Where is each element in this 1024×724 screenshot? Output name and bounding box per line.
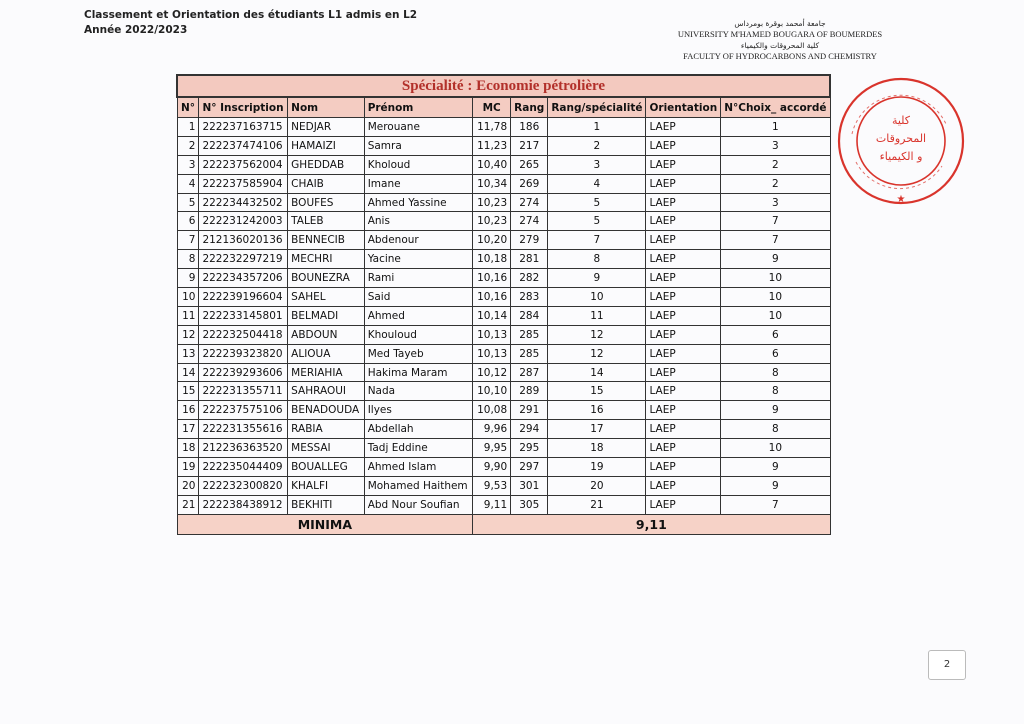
table-cell: BOUALLEG xyxy=(288,458,365,477)
table-cell: 305 xyxy=(511,495,548,514)
table-cell: 269 xyxy=(511,174,548,193)
table-cell: LAEP xyxy=(646,193,721,212)
table-cell: 3 xyxy=(548,155,646,174)
table-cell: 9,90 xyxy=(473,458,511,477)
table-row xyxy=(177,155,830,174)
table-header xyxy=(177,97,830,118)
table-cell: Abdenour xyxy=(364,231,473,250)
table-cell: Rami xyxy=(364,269,473,288)
table-cell: 10,16 xyxy=(473,288,511,307)
table-cell: 4 xyxy=(548,174,646,193)
table-cell: 20 xyxy=(177,476,199,495)
table-cell: 9,96 xyxy=(473,420,511,439)
table-row xyxy=(177,212,830,231)
table-cell: 18 xyxy=(177,439,199,458)
table-cell: 222237163715 xyxy=(199,118,288,137)
table-cell: 6 xyxy=(177,212,199,231)
table-cell: 8 xyxy=(177,250,199,269)
table-cell: 3 xyxy=(721,136,830,155)
table-cell: 10,23 xyxy=(473,193,511,212)
table-row xyxy=(177,363,830,382)
table-cell: Ahmed xyxy=(364,306,473,325)
table-cell: 274 xyxy=(511,193,548,212)
table-cell: LAEP xyxy=(646,401,721,420)
table-cell: Yacine xyxy=(364,250,473,269)
table-cell: 9,53 xyxy=(473,476,511,495)
table-cell: 10,16 xyxy=(473,269,511,288)
table-cell: MESSAI xyxy=(288,439,365,458)
table-cell: MECHRI xyxy=(288,250,365,269)
table-cell: Merouane xyxy=(364,118,473,137)
table-cell: 222233145801 xyxy=(199,306,288,325)
column-header: Prénom xyxy=(364,97,473,118)
table-cell: 16 xyxy=(177,401,199,420)
table-row xyxy=(177,344,830,363)
table-cell: 10 xyxy=(721,306,830,325)
table-cell: 265 xyxy=(511,155,548,174)
table-row xyxy=(177,136,830,155)
table-cell: 222234432502 xyxy=(199,193,288,212)
table-cell: 10,12 xyxy=(473,363,511,382)
table-cell: 10 xyxy=(177,288,199,307)
table-cell: KHALFI xyxy=(288,476,365,495)
table-cell: Mohamed Haithem xyxy=(364,476,473,495)
table-cell: LAEP xyxy=(646,439,721,458)
table-cell: Abd Nour Soufian xyxy=(364,495,473,514)
table-cell: 2 xyxy=(548,136,646,155)
table-cell: 9 xyxy=(721,476,830,495)
table-cell: LAEP xyxy=(646,420,721,439)
table-cell: 5 xyxy=(177,193,199,212)
faculty-name: FACULTY OF HYDROCARBONS AND CHEMISTRY xyxy=(683,51,877,61)
table-cell: 2 xyxy=(721,155,830,174)
table-cell: LAEP xyxy=(646,288,721,307)
table-cell: 285 xyxy=(511,325,548,344)
table-cell: Ahmed Yassine xyxy=(364,193,473,212)
table-cell: LAEP xyxy=(646,325,721,344)
table-cell: BOUNEZRA xyxy=(288,269,365,288)
table-cell: 222237575106 xyxy=(199,401,288,420)
column-header: MC xyxy=(473,97,511,118)
table-cell: LAEP xyxy=(646,306,721,325)
table-cell: Abdellah xyxy=(364,420,473,439)
table-row xyxy=(177,458,830,477)
column-header: Nom xyxy=(288,97,365,118)
faculty-stamp-icon xyxy=(834,74,968,208)
table-cell: 222232300820 xyxy=(199,476,288,495)
table-row xyxy=(177,439,830,458)
table-row xyxy=(177,118,830,137)
table-cell: 222237585904 xyxy=(199,174,288,193)
table-cell: CHAIB xyxy=(288,174,365,193)
university-name: UNIVERSITY M'HAMED BOUGARA OF BOUMERDES xyxy=(677,29,883,39)
column-header: N° Inscription xyxy=(199,97,288,118)
table-cell: 10,13 xyxy=(473,325,511,344)
table-cell: 9 xyxy=(721,401,830,420)
table-cell: 287 xyxy=(511,363,548,382)
table-cell: 285 xyxy=(511,344,548,363)
table-cell: 1 xyxy=(548,118,646,137)
table-cell: TALEB xyxy=(288,212,365,231)
table-cell: 12 xyxy=(548,325,646,344)
minima-label: MINIMA xyxy=(177,514,473,534)
table-cell: 222231355616 xyxy=(199,420,288,439)
table-cell: 12 xyxy=(548,344,646,363)
table-cell: BOUFES xyxy=(288,193,365,212)
table-cell: 222234357206 xyxy=(199,269,288,288)
table-cell: 8 xyxy=(548,250,646,269)
table-cell: GHEDDAB xyxy=(288,155,365,174)
institution-header xyxy=(660,18,900,62)
table-cell: 16 xyxy=(548,401,646,420)
table-cell: 289 xyxy=(511,382,548,401)
table-cell: 222235044409 xyxy=(199,458,288,477)
table-cell: 222232504418 xyxy=(199,325,288,344)
table-cell: LAEP xyxy=(646,458,721,477)
table-cell: 10,14 xyxy=(473,306,511,325)
table-cell: LAEP xyxy=(646,118,721,137)
table-cell: 10,40 xyxy=(473,155,511,174)
table-cell: 9 xyxy=(177,269,199,288)
table-cell: 6 xyxy=(721,325,830,344)
table-cell: Said xyxy=(364,288,473,307)
table-cell: 222231242003 xyxy=(199,212,288,231)
arabic-faculty-name: كلية المحروقات والكيمياء xyxy=(740,41,820,50)
table-row xyxy=(177,231,830,250)
ranking-table xyxy=(176,74,831,535)
stamp-line-1: كلية xyxy=(891,114,911,127)
table-cell: LAEP xyxy=(646,476,721,495)
table-cell: 282 xyxy=(511,269,548,288)
table-cell: 15 xyxy=(548,382,646,401)
table-cell: ALIOUA xyxy=(288,344,365,363)
table-cell: BENNECIB xyxy=(288,231,365,250)
specialty-title: Spécialité : Economie pétrolière xyxy=(177,75,830,97)
table-cell: 9,11 xyxy=(473,495,511,514)
table-cell: 11 xyxy=(548,306,646,325)
table-cell: LAEP xyxy=(646,363,721,382)
minima-value: 9,11 xyxy=(473,514,830,534)
table-cell: 7 xyxy=(721,212,830,231)
table-cell: Anis xyxy=(364,212,473,231)
table-cell: 8 xyxy=(721,420,830,439)
table-cell: 7 xyxy=(177,231,199,250)
column-header: N° xyxy=(177,97,199,118)
table-cell: LAEP xyxy=(646,344,721,363)
table-cell: LAEP xyxy=(646,136,721,155)
table-cell: 295 xyxy=(511,439,548,458)
academic-year: Année 2022/2023 xyxy=(84,24,188,36)
table-cell: 6 xyxy=(721,344,830,363)
document-title: Classement et Orientation des étudiants L1 admis en L2 xyxy=(84,9,418,21)
table-cell: 294 xyxy=(511,420,548,439)
table-cell: 13 xyxy=(177,344,199,363)
table-row xyxy=(177,193,830,212)
table-cell: 20 xyxy=(548,476,646,495)
table-cell: 8 xyxy=(721,363,830,382)
table-cell: 2 xyxy=(177,136,199,155)
stamp-line-3: و الكيمياء xyxy=(879,150,923,163)
table-cell: 5 xyxy=(548,212,646,231)
table-cell: 9 xyxy=(721,458,830,477)
table-cell: LAEP xyxy=(646,495,721,514)
table-cell: 7 xyxy=(721,231,830,250)
table-cell: Tadj Eddine xyxy=(364,439,473,458)
table-cell: 222237562004 xyxy=(199,155,288,174)
table-cell: 19 xyxy=(548,458,646,477)
table-cell: 10,13 xyxy=(473,344,511,363)
table-cell: BENADOUDA xyxy=(288,401,365,420)
table-cell: Khouloud xyxy=(364,325,473,344)
page-number: 2 xyxy=(928,650,966,680)
table-cell: 3 xyxy=(177,155,199,174)
table-cell: 15 xyxy=(177,382,199,401)
table-cell: 2 xyxy=(721,174,830,193)
table-cell: 212236363520 xyxy=(199,439,288,458)
table-cell: 217 xyxy=(511,136,548,155)
table-cell: 186 xyxy=(511,118,548,137)
table-cell: 10,18 xyxy=(473,250,511,269)
table-row xyxy=(177,476,830,495)
table-cell: 3 xyxy=(721,193,830,212)
table-cell: SAHRAOUI xyxy=(288,382,365,401)
table-cell: 284 xyxy=(511,306,548,325)
table-cell: 274 xyxy=(511,212,548,231)
table-cell: LAEP xyxy=(646,174,721,193)
table-row xyxy=(177,495,830,514)
table-cell: LAEP xyxy=(646,269,721,288)
table-row xyxy=(177,382,830,401)
table-cell: 7 xyxy=(721,495,830,514)
table-cell: LAEP xyxy=(646,231,721,250)
table-cell: 291 xyxy=(511,401,548,420)
table-cell: HAMAIZI xyxy=(288,136,365,155)
table-cell: 1 xyxy=(721,118,830,137)
table-cell: 18 xyxy=(548,439,646,458)
table-cell: 283 xyxy=(511,288,548,307)
table-cell: 14 xyxy=(177,363,199,382)
table-row xyxy=(177,306,830,325)
svg-text:★: ★ xyxy=(896,194,906,205)
table-row xyxy=(177,174,830,193)
table-cell: 9 xyxy=(721,250,830,269)
stamp-line-2: المحروقات xyxy=(875,132,927,145)
table-cell: LAEP xyxy=(646,155,721,174)
table-row xyxy=(177,269,830,288)
table-cell: 21 xyxy=(548,495,646,514)
table-cell: 222239196604 xyxy=(199,288,288,307)
table-cell: 297 xyxy=(511,458,548,477)
table-cell: Med Tayeb xyxy=(364,344,473,363)
table-cell: 301 xyxy=(511,476,548,495)
table-cell: 11,23 xyxy=(473,136,511,155)
minima-row xyxy=(177,514,830,534)
column-header: Rang/spécialité xyxy=(548,97,646,118)
document-header xyxy=(84,8,417,38)
ranking-table-container xyxy=(176,74,831,535)
table-cell: RABIA xyxy=(288,420,365,439)
table-cell: 14 xyxy=(548,363,646,382)
table-cell: 17 xyxy=(548,420,646,439)
table-cell: 10,34 xyxy=(473,174,511,193)
table-cell: 12 xyxy=(177,325,199,344)
table-cell: 279 xyxy=(511,231,548,250)
table-cell: 5 xyxy=(548,193,646,212)
table-cell: Nada xyxy=(364,382,473,401)
table-cell: 281 xyxy=(511,250,548,269)
table-cell: Imane xyxy=(364,174,473,193)
column-header: Rang xyxy=(511,97,548,118)
table-row xyxy=(177,250,830,269)
table-cell: 1 xyxy=(177,118,199,137)
table-cell: Samra xyxy=(364,136,473,155)
table-cell: 222237474106 xyxy=(199,136,288,155)
table-cell: 10,20 xyxy=(473,231,511,250)
table-cell: 17 xyxy=(177,420,199,439)
table-cell: 10 xyxy=(721,269,830,288)
table-cell: Kholoud xyxy=(364,155,473,174)
table-cell: 222239323820 xyxy=(199,344,288,363)
table-row xyxy=(177,401,830,420)
table-cell: 222232297219 xyxy=(199,250,288,269)
table-row xyxy=(177,288,830,307)
table-cell: Ahmed Islam xyxy=(364,458,473,477)
table-cell: 11 xyxy=(177,306,199,325)
table-cell: 8 xyxy=(721,382,830,401)
table-cell: 222238438912 xyxy=(199,495,288,514)
table-cell: 9 xyxy=(548,269,646,288)
table-cell: 19 xyxy=(177,458,199,477)
table-cell: ABDOUN xyxy=(288,325,365,344)
table-cell: 10,08 xyxy=(473,401,511,420)
table-cell: 9,95 xyxy=(473,439,511,458)
column-header: Orientation xyxy=(646,97,721,118)
table-cell: SAHEL xyxy=(288,288,365,307)
table-cell: NEDJAR xyxy=(288,118,365,137)
table-cell: LAEP xyxy=(646,212,721,231)
table-cell: LAEP xyxy=(646,382,721,401)
table-cell: BEKHITI xyxy=(288,495,365,514)
table-cell: 222239293606 xyxy=(199,363,288,382)
table-cell: 10,23 xyxy=(473,212,511,231)
table-cell: Ilyes xyxy=(364,401,473,420)
table-cell: 10 xyxy=(548,288,646,307)
table-cell: 212136020136 xyxy=(199,231,288,250)
table-cell: 11,78 xyxy=(473,118,511,137)
table-cell: 4 xyxy=(177,174,199,193)
table-cell: Hakima Maram xyxy=(364,363,473,382)
column-header: N°Choix_ accordé xyxy=(721,97,830,118)
table-cell: 222231355711 xyxy=(199,382,288,401)
table-cell: 21 xyxy=(177,495,199,514)
table-cell: 7 xyxy=(548,231,646,250)
table-row xyxy=(177,325,830,344)
table-cell: 10 xyxy=(721,288,830,307)
table-cell: 10 xyxy=(721,439,830,458)
table-cell: BELMADI xyxy=(288,306,365,325)
table-cell: 10,10 xyxy=(473,382,511,401)
arabic-university-name: جامعة أمحمد بوقرة بومرداس xyxy=(734,19,826,28)
table-cell: LAEP xyxy=(646,250,721,269)
table-cell: MERIAHIA xyxy=(288,363,365,382)
table-row xyxy=(177,420,830,439)
